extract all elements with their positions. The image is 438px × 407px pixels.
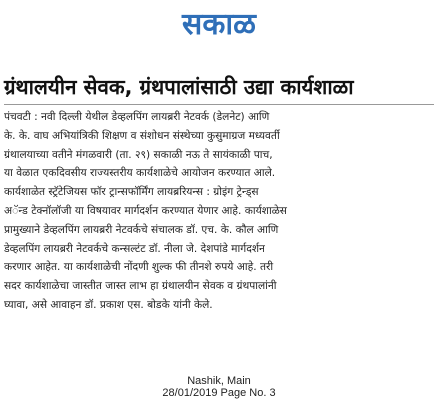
article-line: कार्यशाळेत स्ट्रॅटेजियस फॉर ट्रान्सफॉर्मिंग लायब्ररियन्स : ग्रोइंग ट्रेन्ड्स — [4, 186, 259, 199]
article-line: प्रामुख्याने डेव्हलपिंग लायब्ररी नेटवर्कचे संचालक डॉ. एच. के. कौल आणि — [4, 223, 279, 236]
article-headline: ग्रंथालयीन सेवक, ग्रंथपालांसाठी उद्या कार्यशाळा — [4, 75, 354, 99]
article-line: करणार आहेत. या कार्यशाळेची नोंदणी शुल्क फी तीनशे रुपये आहे. तरी — [4, 261, 274, 274]
article-line: सदर कार्यशाळेचा जास्तीत जास्त लाभ हा ग्रंथालयीन सेवक व ग्रंथपालांनी — [4, 280, 277, 293]
article-line: पंचवटी : नवी दिल्ली येथील डेव्हलपिंग लायब्ररी नेटवर्क (डेलनेट) आणि — [4, 111, 270, 123]
article-line: ग्रंथालयाच्या वतीने मंगळवारी (ता. २९) सकाळी नऊ ते सायंकाळी पाच, — [4, 148, 273, 161]
article-body — [4, 108, 430, 315]
headline-divider — [4, 104, 434, 105]
article-line: डेव्हलपिंग लायब्ररी नेटवर्कचे कन्सल्टंट डॉ. नीला जे. देशपांडे मार्गदर्शन — [4, 242, 265, 255]
article-line: अॅन्ड टेक्नॉलॉजी या विषयावर मार्गदर्शन करण्यात येणार आहे. कार्यशाळेस — [4, 204, 287, 217]
article-line: घ्यावा, असे आवाहन डॉ. प्रकाश एस. बोडके यांनी केले. — [4, 298, 213, 311]
newspaper-masthead-logo: सकाळ — [182, 7, 256, 42]
article-line: या वेळात एकदिवसीय राज्यस्तरीय कार्यशाळेचे आयोजन करण्यात आले. — [4, 167, 276, 180]
edition-label: Nashik, Main — [187, 375, 251, 387]
source-citation — [0, 375, 438, 399]
article-line: के. के. वाघ अभियांत्रिकी शिक्षण व संशोधन संस्थेच्या कुसुमाग्रज मध्यवर्ती — [4, 129, 280, 142]
date-page-label: 28/01/2019 Page No. 3 — [162, 387, 276, 399]
